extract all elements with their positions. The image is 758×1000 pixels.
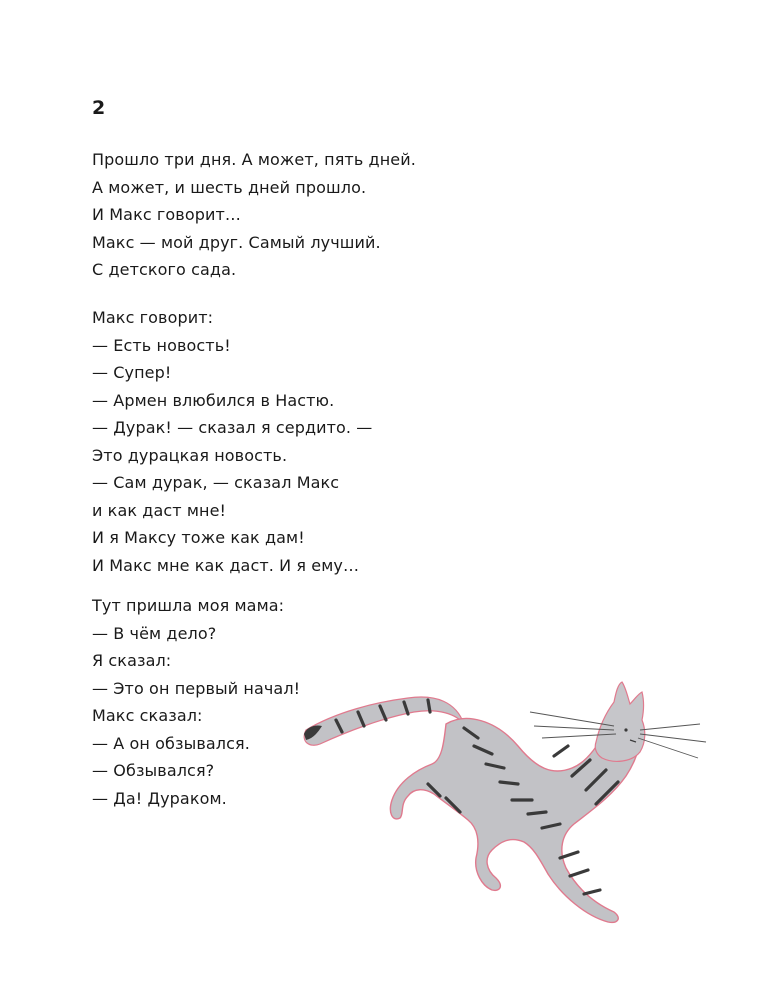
text-line: — Да! Дураком. — [92, 788, 227, 808]
text-line: — А он обзывался. — [92, 733, 250, 753]
text-line: И я Максу тоже как дам! — [92, 528, 305, 547]
text-line: Прошло три дня. А может, пять дней. — [92, 150, 416, 169]
text-line: А может, и шесть дней прошло. — [92, 177, 367, 197]
walking-striped-cat-icon — [296, 672, 716, 932]
text-line: Тут пришла моя мама: — [92, 596, 285, 615]
text-line: — Это он первый начал! — [92, 678, 301, 698]
text-line: С детского сада. — [92, 260, 237, 279]
text-line: — Есть новость! — [92, 335, 231, 355]
stanza-3 — [92, 592, 300, 812]
chapter-number: 2 — [92, 97, 106, 119]
text-line: Я сказал: — [92, 651, 172, 670]
text-line: Макс сказал: — [92, 706, 203, 725]
text-line: Макс — мой друг. Самый лучший. — [92, 232, 381, 252]
text-line: — В чём дело? — [92, 623, 217, 643]
text-line: и как даст мне! — [92, 500, 227, 520]
text-line: И Макс говорит… — [92, 205, 241, 224]
text-line: — Обзывался? — [92, 761, 215, 780]
text-line: — Супер! — [92, 363, 172, 382]
text-line: — Армен влюбился в Настю. — [92, 390, 335, 410]
text-line: — Сам дурак, — сказал Макс — [92, 473, 340, 492]
text-line: И Макс мне как даст. И я ему… — [92, 555, 360, 575]
text-line: Это дурацкая новость. — [92, 445, 288, 465]
stanza-2 — [92, 304, 372, 579]
text-line: — Дурак! — сказал я сердито. — — [92, 418, 373, 437]
text-line: Макс говорит: — [92, 308, 214, 327]
stanza-1 — [92, 146, 416, 284]
